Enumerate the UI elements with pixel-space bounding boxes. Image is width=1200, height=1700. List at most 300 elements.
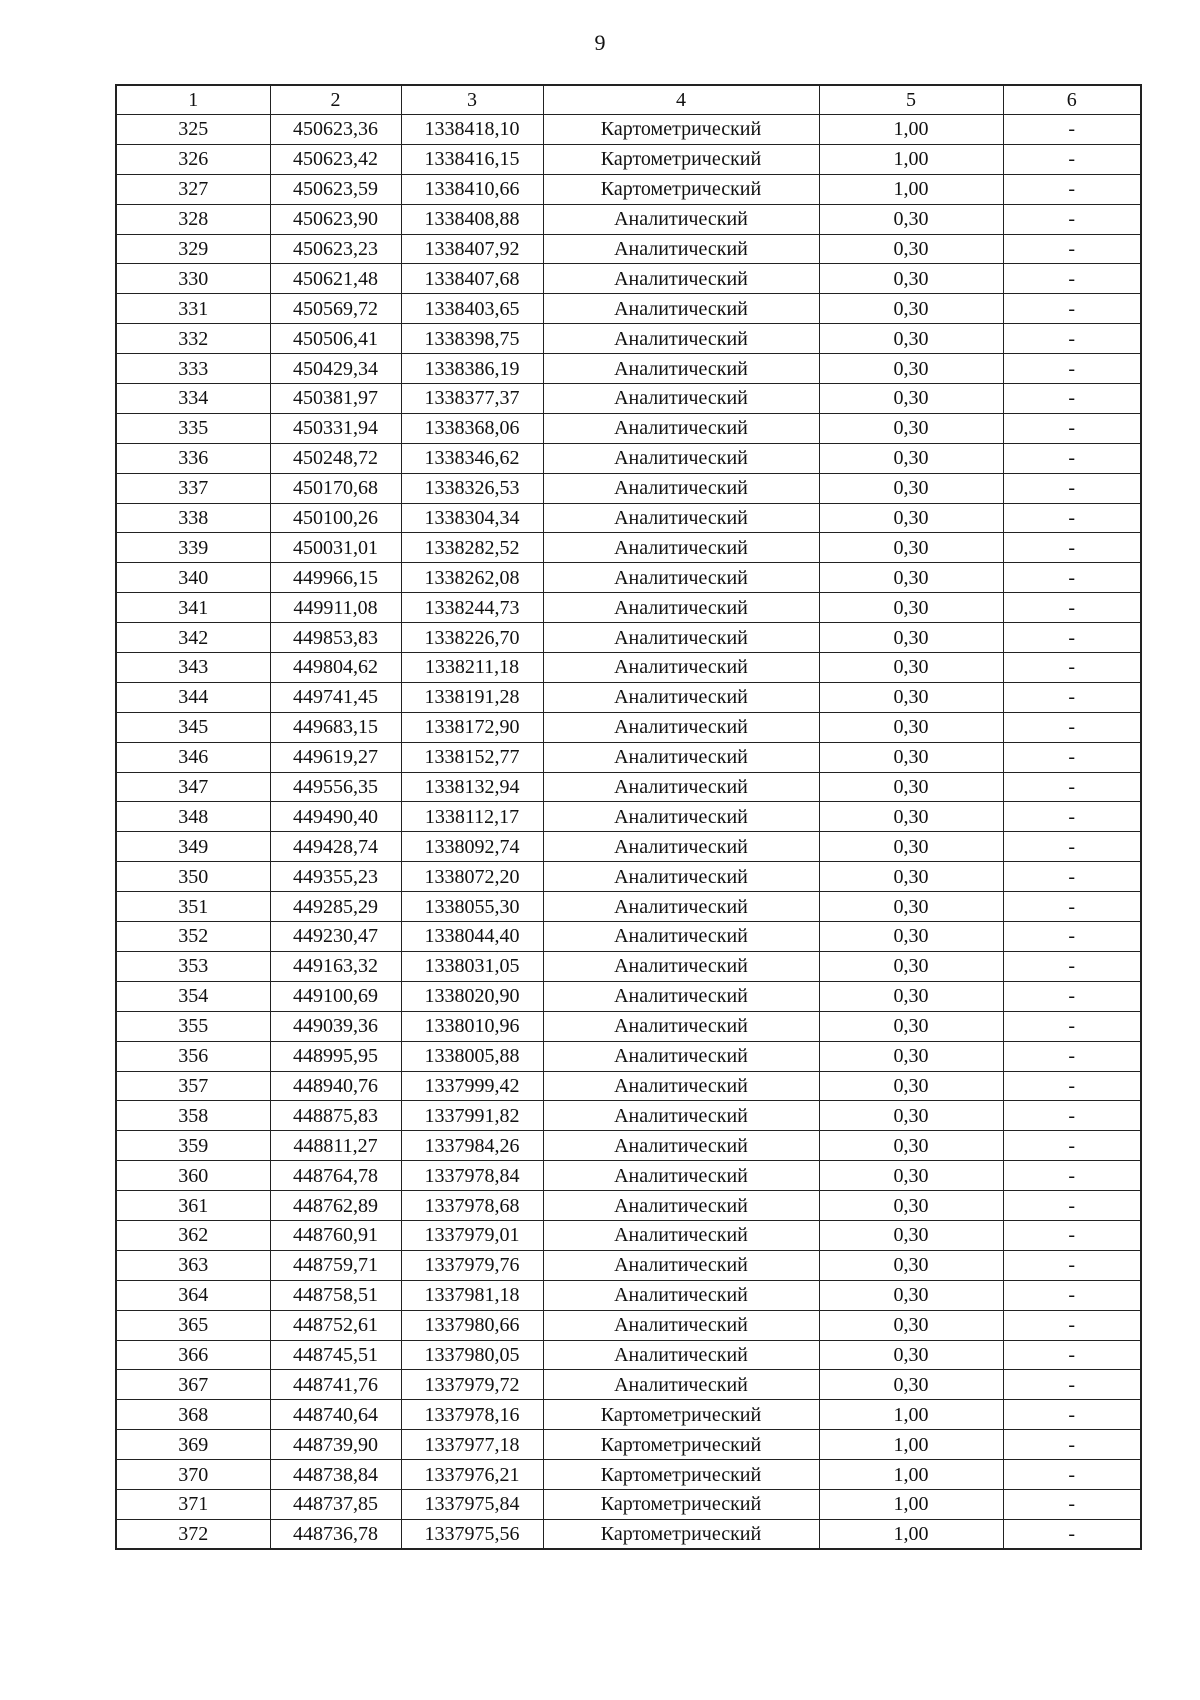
note-cell: -	[1003, 563, 1141, 593]
accuracy-cell: 0,30	[819, 324, 1003, 354]
table-row	[116, 742, 1141, 772]
table-row	[116, 1191, 1141, 1221]
point-number-cell: 348	[116, 802, 270, 832]
accuracy-cell: 0,30	[819, 802, 1003, 832]
point-number-cell: 336	[116, 443, 270, 473]
y-coordinate-cell: 1338020,90	[401, 981, 543, 1011]
point-number-cell: 372	[116, 1519, 270, 1549]
table-row	[116, 294, 1141, 324]
table-row	[116, 443, 1141, 473]
point-number-cell: 339	[116, 533, 270, 563]
column-header: 3	[401, 85, 543, 115]
point-number-cell: 360	[116, 1161, 270, 1191]
table-row	[116, 623, 1141, 653]
point-number-cell: 353	[116, 951, 270, 981]
note-cell: -	[1003, 832, 1141, 862]
point-number-cell: 343	[116, 653, 270, 683]
method-cell: Аналитический	[543, 623, 819, 653]
note-cell: -	[1003, 1191, 1141, 1221]
method-cell: Аналитический	[543, 1101, 819, 1131]
x-coordinate-cell: 448811,27	[270, 1131, 401, 1161]
x-coordinate-cell: 450569,72	[270, 294, 401, 324]
x-coordinate-cell: 449911,08	[270, 593, 401, 623]
note-cell: -	[1003, 503, 1141, 533]
x-coordinate-cell: 448760,91	[270, 1220, 401, 1250]
table-row	[116, 682, 1141, 712]
note-cell: -	[1003, 682, 1141, 712]
method-cell: Аналитический	[543, 384, 819, 414]
x-coordinate-cell: 449683,15	[270, 712, 401, 742]
y-coordinate-cell: 1337975,84	[401, 1489, 543, 1519]
point-number-cell: 370	[116, 1460, 270, 1490]
x-coordinate-cell: 450623,59	[270, 174, 401, 204]
y-coordinate-cell: 1337978,68	[401, 1191, 543, 1221]
note-cell: -	[1003, 443, 1141, 473]
table-row	[116, 1280, 1141, 1310]
accuracy-cell: 0,30	[819, 1131, 1003, 1161]
y-coordinate-cell: 1337979,01	[401, 1220, 543, 1250]
table-row	[116, 1101, 1141, 1131]
y-coordinate-cell: 1338211,18	[401, 653, 543, 683]
accuracy-cell: 0,30	[819, 354, 1003, 384]
accuracy-cell: 1,00	[819, 1400, 1003, 1430]
y-coordinate-cell: 1338244,73	[401, 593, 543, 623]
accuracy-cell: 0,30	[819, 742, 1003, 772]
point-number-cell: 326	[116, 144, 270, 174]
y-coordinate-cell: 1337979,76	[401, 1250, 543, 1280]
note-cell: -	[1003, 1041, 1141, 1071]
y-coordinate-cell: 1337991,82	[401, 1101, 543, 1131]
x-coordinate-cell: 450248,72	[270, 443, 401, 473]
accuracy-cell: 0,30	[819, 204, 1003, 234]
table-row	[116, 174, 1141, 204]
table-row	[116, 1131, 1141, 1161]
accuracy-cell: 0,30	[819, 712, 1003, 742]
method-cell: Аналитический	[543, 593, 819, 623]
point-number-cell: 361	[116, 1191, 270, 1221]
x-coordinate-cell: 449619,27	[270, 742, 401, 772]
accuracy-cell: 0,30	[819, 593, 1003, 623]
x-coordinate-cell: 450623,36	[270, 115, 401, 145]
method-cell: Картометрический	[543, 1489, 819, 1519]
y-coordinate-cell: 1337978,84	[401, 1161, 543, 1191]
note-cell: -	[1003, 115, 1141, 145]
accuracy-cell: 0,30	[819, 384, 1003, 414]
accuracy-cell: 0,30	[819, 1370, 1003, 1400]
y-coordinate-cell: 1338191,28	[401, 682, 543, 712]
point-number-cell: 335	[116, 413, 270, 443]
method-cell: Аналитический	[543, 951, 819, 981]
y-coordinate-cell: 1338410,66	[401, 174, 543, 204]
method-cell: Аналитический	[543, 234, 819, 264]
x-coordinate-cell: 448758,51	[270, 1280, 401, 1310]
y-coordinate-cell: 1338407,92	[401, 234, 543, 264]
table-row	[116, 324, 1141, 354]
note-cell: -	[1003, 742, 1141, 772]
method-cell: Аналитический	[543, 1071, 819, 1101]
x-coordinate-cell: 449428,74	[270, 832, 401, 862]
accuracy-cell: 0,30	[819, 951, 1003, 981]
method-cell: Картометрический	[543, 1400, 819, 1430]
table-row	[116, 1161, 1141, 1191]
note-cell: -	[1003, 294, 1141, 324]
method-cell: Аналитический	[543, 354, 819, 384]
accuracy-cell: 1,00	[819, 1519, 1003, 1549]
accuracy-cell: 0,30	[819, 1220, 1003, 1250]
method-cell: Аналитический	[543, 981, 819, 1011]
y-coordinate-cell: 1337980,05	[401, 1340, 543, 1370]
x-coordinate-cell: 448759,71	[270, 1250, 401, 1280]
table-row	[116, 1041, 1141, 1071]
y-coordinate-cell: 1338055,30	[401, 892, 543, 922]
y-coordinate-cell: 1338368,06	[401, 413, 543, 443]
point-number-cell: 327	[116, 174, 270, 204]
accuracy-cell: 0,30	[819, 623, 1003, 653]
note-cell: -	[1003, 1220, 1141, 1250]
x-coordinate-cell: 449490,40	[270, 802, 401, 832]
method-cell: Картометрический	[543, 144, 819, 174]
method-cell: Картометрический	[543, 1519, 819, 1549]
note-cell: -	[1003, 1011, 1141, 1041]
method-cell: Аналитический	[543, 1131, 819, 1161]
note-cell: -	[1003, 413, 1141, 443]
method-cell: Аналитический	[543, 1041, 819, 1071]
table-row	[116, 802, 1141, 832]
note-cell: -	[1003, 144, 1141, 174]
point-number-cell: 363	[116, 1250, 270, 1280]
x-coordinate-cell: 450381,97	[270, 384, 401, 414]
x-coordinate-cell: 448762,89	[270, 1191, 401, 1221]
y-coordinate-cell: 1338152,77	[401, 742, 543, 772]
accuracy-cell: 0,30	[819, 473, 1003, 503]
y-coordinate-cell: 1338132,94	[401, 772, 543, 802]
accuracy-cell: 0,30	[819, 981, 1003, 1011]
method-cell: Аналитический	[543, 204, 819, 234]
y-coordinate-cell: 1338346,62	[401, 443, 543, 473]
note-cell: -	[1003, 204, 1141, 234]
table-row	[116, 922, 1141, 952]
point-number-cell: 364	[116, 1280, 270, 1310]
method-cell: Аналитический	[543, 742, 819, 772]
y-coordinate-cell: 1337981,18	[401, 1280, 543, 1310]
y-coordinate-cell: 1338386,19	[401, 354, 543, 384]
table-row	[116, 115, 1141, 145]
table-row	[116, 1220, 1141, 1250]
x-coordinate-cell: 448940,76	[270, 1071, 401, 1101]
method-cell: Картометрический	[543, 174, 819, 204]
y-coordinate-cell: 1337978,16	[401, 1400, 543, 1430]
method-cell: Аналитический	[543, 294, 819, 324]
note-cell: -	[1003, 623, 1141, 653]
accuracy-cell: 0,30	[819, 682, 1003, 712]
accuracy-cell: 0,30	[819, 413, 1003, 443]
table-row	[116, 473, 1141, 503]
table-header-row	[116, 85, 1141, 115]
point-number-cell: 356	[116, 1041, 270, 1071]
point-number-cell: 347	[116, 772, 270, 802]
y-coordinate-cell: 1338377,37	[401, 384, 543, 414]
x-coordinate-cell: 450623,90	[270, 204, 401, 234]
table-row	[116, 862, 1141, 892]
x-coordinate-cell: 450623,42	[270, 144, 401, 174]
y-coordinate-cell: 1337984,26	[401, 1131, 543, 1161]
y-coordinate-cell: 1338005,88	[401, 1041, 543, 1071]
accuracy-cell: 0,30	[819, 1191, 1003, 1221]
y-coordinate-cell: 1338282,52	[401, 533, 543, 563]
method-cell: Аналитический	[543, 1011, 819, 1041]
y-coordinate-cell: 1337977,18	[401, 1430, 543, 1460]
note-cell: -	[1003, 1519, 1141, 1549]
table-row	[116, 384, 1141, 414]
x-coordinate-cell: 448752,61	[270, 1310, 401, 1340]
y-coordinate-cell: 1338398,75	[401, 324, 543, 354]
note-cell: -	[1003, 1310, 1141, 1340]
y-coordinate-cell: 1338416,15	[401, 144, 543, 174]
x-coordinate-cell: 449804,62	[270, 653, 401, 683]
note-cell: -	[1003, 892, 1141, 922]
accuracy-cell: 0,30	[819, 1101, 1003, 1131]
accuracy-cell: 0,30	[819, 1310, 1003, 1340]
point-number-cell: 329	[116, 234, 270, 264]
point-number-cell: 354	[116, 981, 270, 1011]
note-cell: -	[1003, 802, 1141, 832]
method-cell: Аналитический	[543, 413, 819, 443]
page-number: 9	[594, 30, 606, 55]
method-cell: Аналитический	[543, 443, 819, 473]
x-coordinate-cell: 448738,84	[270, 1460, 401, 1490]
x-coordinate-cell: 449285,29	[270, 892, 401, 922]
table-row	[116, 264, 1141, 294]
method-cell: Аналитический	[543, 862, 819, 892]
x-coordinate-cell: 449966,15	[270, 563, 401, 593]
x-coordinate-cell: 449230,47	[270, 922, 401, 952]
table-row	[116, 832, 1141, 862]
note-cell: -	[1003, 324, 1141, 354]
accuracy-cell: 0,30	[819, 1071, 1003, 1101]
note-cell: -	[1003, 533, 1141, 563]
method-cell: Аналитический	[543, 1310, 819, 1340]
accuracy-cell: 0,30	[819, 1280, 1003, 1310]
table-row	[116, 503, 1141, 533]
note-cell: -	[1003, 1370, 1141, 1400]
table-row	[116, 354, 1141, 384]
y-coordinate-cell: 1338172,90	[401, 712, 543, 742]
table-body	[116, 115, 1141, 1550]
method-cell: Аналитический	[543, 533, 819, 563]
accuracy-cell: 0,30	[819, 832, 1003, 862]
accuracy-cell: 1,00	[819, 1489, 1003, 1519]
point-number-cell: 368	[116, 1400, 270, 1430]
method-cell: Аналитический	[543, 1340, 819, 1370]
y-coordinate-cell: 1337980,66	[401, 1310, 543, 1340]
x-coordinate-cell: 450170,68	[270, 473, 401, 503]
method-cell: Аналитический	[543, 922, 819, 952]
table-row	[116, 1011, 1141, 1041]
method-cell: Аналитический	[543, 503, 819, 533]
column-header: 5	[819, 85, 1003, 115]
method-cell: Аналитический	[543, 563, 819, 593]
table-row	[116, 892, 1141, 922]
x-coordinate-cell: 450031,01	[270, 533, 401, 563]
y-coordinate-cell: 1338010,96	[401, 1011, 543, 1041]
note-cell: -	[1003, 174, 1141, 204]
y-coordinate-cell: 1338072,20	[401, 862, 543, 892]
y-coordinate-cell: 1338326,53	[401, 473, 543, 503]
y-coordinate-cell: 1337979,72	[401, 1370, 543, 1400]
x-coordinate-cell: 449853,83	[270, 623, 401, 653]
point-number-cell: 341	[116, 593, 270, 623]
note-cell: -	[1003, 354, 1141, 384]
accuracy-cell: 0,30	[819, 653, 1003, 683]
method-cell: Картометрический	[543, 115, 819, 145]
point-number-cell: 338	[116, 503, 270, 533]
y-coordinate-cell: 1338403,65	[401, 294, 543, 324]
accuracy-cell: 1,00	[819, 1430, 1003, 1460]
y-coordinate-cell: 1338112,17	[401, 802, 543, 832]
point-number-cell: 340	[116, 563, 270, 593]
table-row	[116, 1071, 1141, 1101]
point-number-cell: 342	[116, 623, 270, 653]
table-row	[116, 981, 1141, 1011]
point-number-cell: 332	[116, 324, 270, 354]
method-cell: Аналитический	[543, 682, 819, 712]
method-cell: Аналитический	[543, 892, 819, 922]
x-coordinate-cell: 449163,32	[270, 951, 401, 981]
point-number-cell: 357	[116, 1071, 270, 1101]
note-cell: -	[1003, 922, 1141, 952]
point-number-cell: 325	[116, 115, 270, 145]
note-cell: -	[1003, 712, 1141, 742]
note-cell: -	[1003, 951, 1141, 981]
method-cell: Аналитический	[543, 832, 819, 862]
note-cell: -	[1003, 1430, 1141, 1460]
y-coordinate-cell: 1338418,10	[401, 115, 543, 145]
note-cell: -	[1003, 772, 1141, 802]
x-coordinate-cell: 449039,36	[270, 1011, 401, 1041]
accuracy-cell: 0,30	[819, 234, 1003, 264]
column-header: 4	[543, 85, 819, 115]
x-coordinate-cell: 448741,76	[270, 1370, 401, 1400]
point-number-cell: 331	[116, 294, 270, 324]
table-row	[116, 951, 1141, 981]
point-number-cell: 334	[116, 384, 270, 414]
accuracy-cell: 1,00	[819, 174, 1003, 204]
x-coordinate-cell: 449556,35	[270, 772, 401, 802]
accuracy-cell: 0,30	[819, 772, 1003, 802]
accuracy-cell: 0,30	[819, 533, 1003, 563]
note-cell: -	[1003, 981, 1141, 1011]
table-row	[116, 1400, 1141, 1430]
accuracy-cell: 1,00	[819, 144, 1003, 174]
y-coordinate-cell: 1337975,56	[401, 1519, 543, 1549]
point-number-cell: 346	[116, 742, 270, 772]
note-cell: -	[1003, 1489, 1141, 1519]
x-coordinate-cell: 448737,85	[270, 1489, 401, 1519]
point-number-cell: 358	[116, 1101, 270, 1131]
x-coordinate-cell: 450100,26	[270, 503, 401, 533]
method-cell: Аналитический	[543, 653, 819, 683]
point-number-cell: 366	[116, 1340, 270, 1370]
table-row	[116, 144, 1141, 174]
table-row	[116, 772, 1141, 802]
accuracy-cell: 0,30	[819, 503, 1003, 533]
point-number-cell: 352	[116, 922, 270, 952]
table-row	[116, 204, 1141, 234]
note-cell: -	[1003, 1250, 1141, 1280]
x-coordinate-cell: 450621,48	[270, 264, 401, 294]
y-coordinate-cell: 1338407,68	[401, 264, 543, 294]
table-row	[116, 1430, 1141, 1460]
y-coordinate-cell: 1338304,34	[401, 503, 543, 533]
accuracy-cell: 1,00	[819, 1460, 1003, 1490]
note-cell: -	[1003, 264, 1141, 294]
table-row	[116, 234, 1141, 264]
point-number-cell: 345	[116, 712, 270, 742]
x-coordinate-cell: 448745,51	[270, 1340, 401, 1370]
method-cell: Аналитический	[543, 473, 819, 503]
table-row	[116, 653, 1141, 683]
coordinates-table	[115, 84, 1142, 1550]
point-number-cell: 355	[116, 1011, 270, 1041]
table-row	[116, 1519, 1141, 1549]
table-row	[116, 413, 1141, 443]
method-cell: Аналитический	[543, 1370, 819, 1400]
table-row	[116, 1370, 1141, 1400]
table-row	[116, 1310, 1141, 1340]
y-coordinate-cell: 1338408,88	[401, 204, 543, 234]
point-number-cell: 367	[116, 1370, 270, 1400]
y-coordinate-cell: 1337976,21	[401, 1460, 543, 1490]
point-number-cell: 351	[116, 892, 270, 922]
note-cell: -	[1003, 1071, 1141, 1101]
x-coordinate-cell: 448995,95	[270, 1041, 401, 1071]
point-number-cell: 349	[116, 832, 270, 862]
method-cell: Картометрический	[543, 1430, 819, 1460]
accuracy-cell: 0,30	[819, 264, 1003, 294]
point-number-cell: 369	[116, 1430, 270, 1460]
y-coordinate-cell: 1338044,40	[401, 922, 543, 952]
note-cell: -	[1003, 1400, 1141, 1430]
method-cell: Аналитический	[543, 1191, 819, 1221]
x-coordinate-cell: 450429,34	[270, 354, 401, 384]
point-number-cell: 365	[116, 1310, 270, 1340]
y-coordinate-cell: 1338092,74	[401, 832, 543, 862]
accuracy-cell: 0,30	[819, 1011, 1003, 1041]
x-coordinate-cell: 448739,90	[270, 1430, 401, 1460]
table-row	[116, 1489, 1141, 1519]
column-header: 6	[1003, 85, 1141, 115]
column-header: 1	[116, 85, 270, 115]
accuracy-cell: 0,30	[819, 443, 1003, 473]
note-cell: -	[1003, 1340, 1141, 1370]
point-number-cell: 371	[116, 1489, 270, 1519]
x-coordinate-cell: 448875,83	[270, 1101, 401, 1131]
table-row	[116, 563, 1141, 593]
note-cell: -	[1003, 1460, 1141, 1490]
point-number-cell: 333	[116, 354, 270, 384]
method-cell: Аналитический	[543, 1220, 819, 1250]
table-row	[116, 712, 1141, 742]
note-cell: -	[1003, 384, 1141, 414]
accuracy-cell: 0,30	[819, 862, 1003, 892]
table-row	[116, 1250, 1141, 1280]
note-cell: -	[1003, 1131, 1141, 1161]
y-coordinate-cell: 1338262,08	[401, 563, 543, 593]
point-number-cell: 362	[116, 1220, 270, 1250]
table-row	[116, 533, 1141, 563]
note-cell: -	[1003, 653, 1141, 683]
x-coordinate-cell: 449355,23	[270, 862, 401, 892]
